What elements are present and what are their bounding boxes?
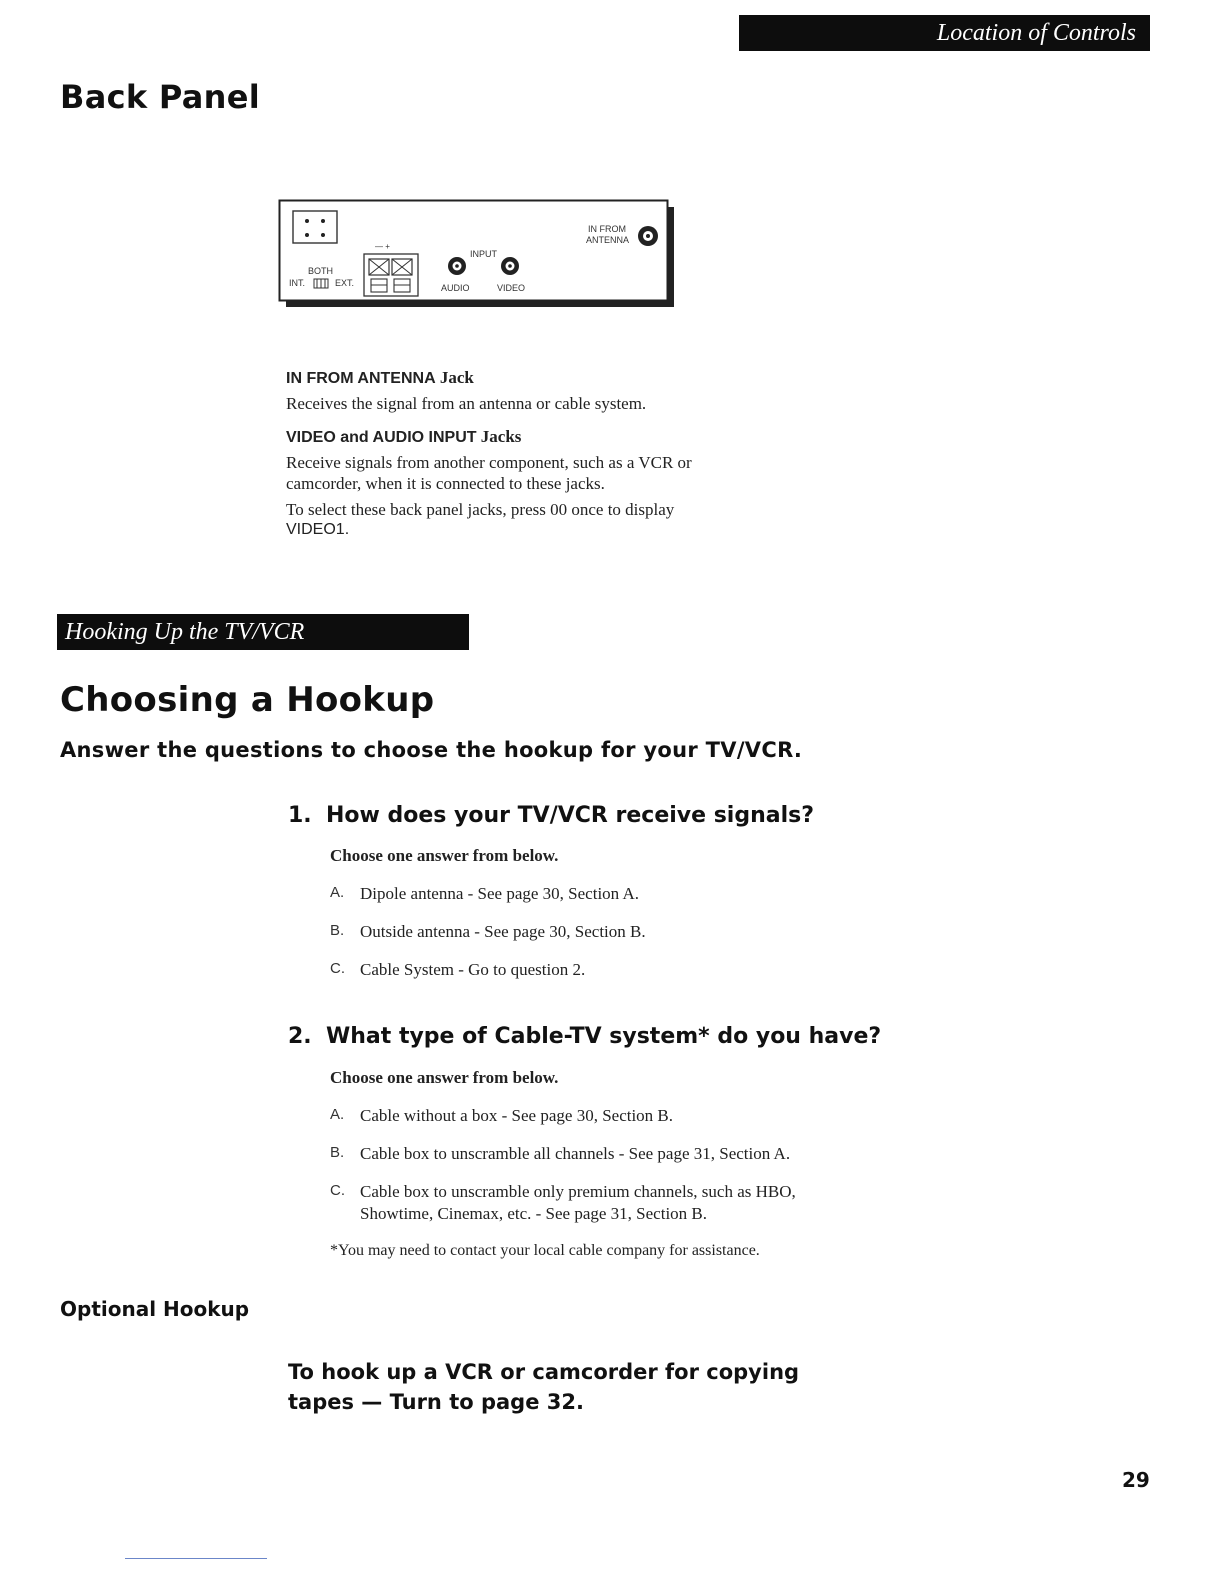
question-1-instruction: Choose one answer from below. bbox=[330, 846, 559, 865]
question-2: 2. What type of Cable-TV system* do you have? bbox=[288, 1024, 882, 1049]
polarity-label: — + bbox=[375, 242, 390, 251]
video-jack bbox=[501, 257, 519, 275]
hookup-section-banner: Hooking Up the TV/VCR bbox=[57, 614, 469, 650]
video-label: VIDEO bbox=[497, 283, 526, 293]
question-1-option-b: B. Outside antenna - See page 30, Section B. bbox=[330, 922, 646, 941]
page-number: 29 bbox=[1122, 1468, 1150, 1492]
audio-label: AUDIO bbox=[441, 283, 470, 293]
jack-1-label: IN FROM ANTENNA Jack bbox=[286, 368, 474, 387]
back-panel-title: Back Panel bbox=[60, 78, 261, 116]
in-from-label: IN FROM bbox=[588, 224, 626, 234]
antenna-label: ANTENNA bbox=[586, 235, 630, 245]
audio-jack bbox=[448, 257, 466, 275]
question-1-option-a: A. Dipole antenna - See page 30, Section A. bbox=[330, 884, 640, 903]
question-2-option-a: A. Cable without a box - See page 30, Section B. bbox=[330, 1106, 674, 1125]
jack-2-desc-line-1: Receive signals from another component, such as a VCR or bbox=[286, 453, 692, 472]
cable-footnote: *You may need to contact your local cable company for assistance. bbox=[330, 1242, 760, 1259]
header-section-banner: Location of Controls bbox=[739, 15, 1150, 51]
optional-hookup-instruction: To hook up a VCR or camcorder for copying tapes — Turn to page 32. bbox=[288, 1360, 800, 1414]
ext-label: EXT. bbox=[335, 278, 355, 288]
four-pin-connector bbox=[293, 211, 337, 243]
optional-hookup-title: Optional Hookup bbox=[60, 1297, 250, 1321]
question-1-option-c: C. Cable System - Go to question 2. bbox=[330, 960, 586, 979]
int-label: INT. bbox=[289, 278, 306, 288]
question-2-option-b: B. Cable box to unscramble all channels - See page 31, Section A. bbox=[330, 1144, 791, 1163]
jack-1-desc: Receives the signal from an antenna or cable system. bbox=[286, 394, 647, 413]
input-label: INPUT bbox=[470, 249, 497, 259]
question-2-option-c: C. Cable box to unscramble only premium channels, such as HBO, Showtime, Cinemax, etc. - See page 31, Section B. bbox=[330, 1182, 796, 1223]
antenna-jack bbox=[638, 226, 658, 246]
jack-2-label: VIDEO and AUDIO INPUT Jacks bbox=[286, 427, 522, 446]
back-panel-diagram bbox=[278, 199, 678, 311]
jack-2-desc-line-2: camcorder, when it is connected to these jacks. bbox=[286, 474, 605, 493]
question-2-instruction: Choose one answer from below. bbox=[330, 1068, 559, 1087]
jack-2-desc-line-3: To select these back panel jacks, press 00 once to display bbox=[286, 500, 675, 519]
question-1: 1. How does your TV/VCR receive signals? bbox=[288, 803, 814, 828]
jack-2-desc-line-4: VIDEO1. bbox=[286, 521, 350, 538]
choosing-hookup-subtitle: Answer the questions to choose the hookup for your TV/VCR. bbox=[60, 738, 803, 762]
both-label: BOTH bbox=[308, 266, 334, 276]
choosing-hookup-title: Choosing a Hookup bbox=[60, 680, 435, 720]
footer-rule bbox=[125, 1558, 267, 1559]
